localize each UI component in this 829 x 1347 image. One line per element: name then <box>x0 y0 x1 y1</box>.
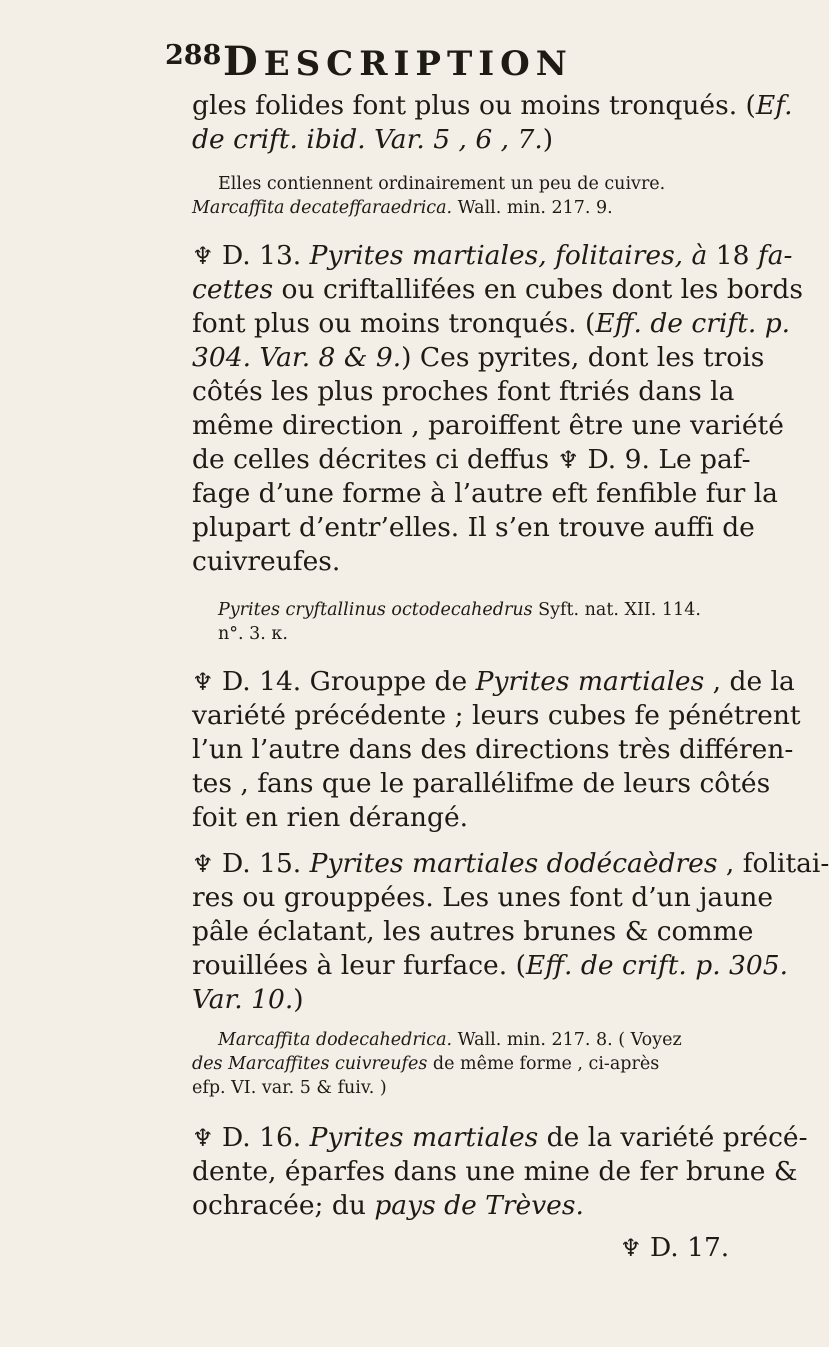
text-line: fage d’une forme à l’autre eft fenfible fur la <box>192 478 778 509</box>
text-line: tes , fans que le parallélifme de leurs côtés <box>192 768 771 799</box>
planet-symbol-icon: ♆ <box>192 242 214 270</box>
entry-16-heading: ♆ D. 16. Pyrites martiales de la variété précé- <box>192 1122 808 1153</box>
text-line: l’un l’autre dans des directions très différen- <box>192 734 794 765</box>
catchword: ♆ D. 17. <box>620 1232 730 1263</box>
text-line: variété précédente ; leurs cubes fe pénétrent <box>192 700 801 731</box>
planet-symbol-icon: ♆ <box>192 668 214 696</box>
text-line: cuivreufes. <box>192 546 341 577</box>
note-line: des Marcaffites cuivreufes de même forme , ci-après <box>192 1054 660 1074</box>
text-line: foit en rien dérangé. <box>192 802 469 833</box>
text-line: dente, éparfes dans une mine de fer brune & <box>192 1156 798 1187</box>
note-line: Marcaffita dodecahedrica. Wall. min. 217. 8. ( Voyez <box>218 1030 682 1050</box>
text-line: même direction , paroiffent être une variété <box>192 410 784 441</box>
text-line: pâle éclatant, les autres brunes & comme <box>192 916 754 947</box>
text-line: de crift. ibid. Var. 5 , 6 , 7.) <box>192 124 554 155</box>
text-line: ochracée; du pays de Trèves. <box>192 1190 584 1221</box>
text-line: cettes ou criftallifées en cubes dont les bords <box>192 274 803 305</box>
planet-symbol-icon: ♆ <box>557 446 580 474</box>
text-line: res ou grouppées. Les unes font d’un jaune <box>192 882 774 913</box>
text-line: côtés les plus proches font ftriés dans la <box>192 376 735 407</box>
running-title: DESCRIPTION <box>223 38 573 85</box>
page-number: 288 <box>165 40 222 71</box>
text-line: de celles décrites ci deffus ♆ D. 9. Le paf- <box>192 444 751 475</box>
note-line: efp. VI. var. 5 & fuiv. ) <box>192 1078 387 1098</box>
note-line: n°. 3. κ. <box>218 624 288 644</box>
planet-symbol-icon: ♆ <box>192 850 214 878</box>
page-header <box>165 38 725 85</box>
text-line: rouillées à leur furface. (Eff. de crift. p. 305. <box>192 950 789 981</box>
planet-symbol-icon: ♆ <box>192 1124 214 1152</box>
text-line: font plus ou moins tronqués. (Eff. de crift. p. <box>192 308 791 339</box>
text-line: plupart d’entr’elles. Il s’en trouve auffi de <box>192 512 755 543</box>
note-line: Marcaffita decateffaraedrica. Wall. min. 217. 9. <box>192 198 613 218</box>
text-line: 304. Var. 8 & 9.) Ces pyrites, dont les trois <box>192 342 765 373</box>
entry-13-heading: ♆ D. 13. Pyrites martiales, folitaires, à 18 fa- <box>192 240 793 271</box>
note-line: Pyrites cryftallinus octodecahedrus Syft. nat. XII. 114. <box>218 600 701 620</box>
text-line: gles folides font plus ou moins tronqués. (Ef. <box>192 90 793 121</box>
entry-14-heading: ♆ D. 14. Grouppe de Pyrites martiales , de la <box>192 666 795 697</box>
entry-15-heading: ♆ D. 15. Pyrites martiales dodécaèdres , folitai- <box>192 848 829 879</box>
note-line: Elles contiennent ordinairement un peu de cuivre. <box>218 174 666 194</box>
planet-symbol-icon: ♆ <box>620 1234 642 1262</box>
text-line: Var. 10.) <box>192 984 304 1015</box>
